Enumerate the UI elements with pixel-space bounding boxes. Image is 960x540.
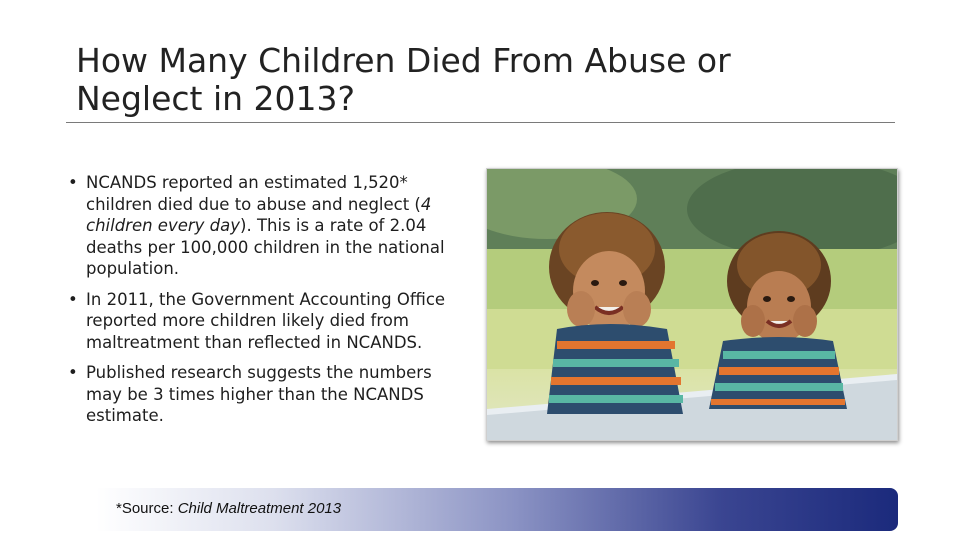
bullet-text: Published research suggests the numbers may be 3 times higher than the NCANDS estimate. — [86, 363, 432, 425]
bullet-text: In 2011, the Government Accounting Office reported more children likely died from maltreatment than reflected in NCANDS. — [86, 289, 446, 352]
source-citation — [116, 500, 341, 517]
bullet-dot: • — [68, 173, 78, 192]
bullet-emphasis: 4 children every day — [86, 194, 432, 235]
bullet-text-end: ). This is a rate of 2.04 deaths per 100,000 children in the national population. — [86, 216, 445, 278]
title-divider — [66, 122, 895, 123]
source-prefix: *Source: — [116, 500, 178, 517]
bullet-list — [66, 172, 466, 436]
bullet-text: NCANDS reported an estimated 1,520* children died due to abuse and neglect ( — [86, 173, 421, 214]
children-photo-illustration — [487, 169, 897, 440]
slide-title: How Many Children Died From Abuse or Neglect in 2013? — [76, 41, 731, 118]
bullet-item — [66, 289, 466, 354]
bullet-item — [66, 172, 466, 280]
children-photo — [486, 168, 898, 441]
bullet-dot: • — [68, 289, 78, 309]
bullet-item — [66, 362, 466, 427]
source-bar — [96, 488, 898, 531]
bullet-dot: • — [68, 363, 78, 382]
source-title: Child Maltreatment 2013 — [177, 500, 342, 517]
